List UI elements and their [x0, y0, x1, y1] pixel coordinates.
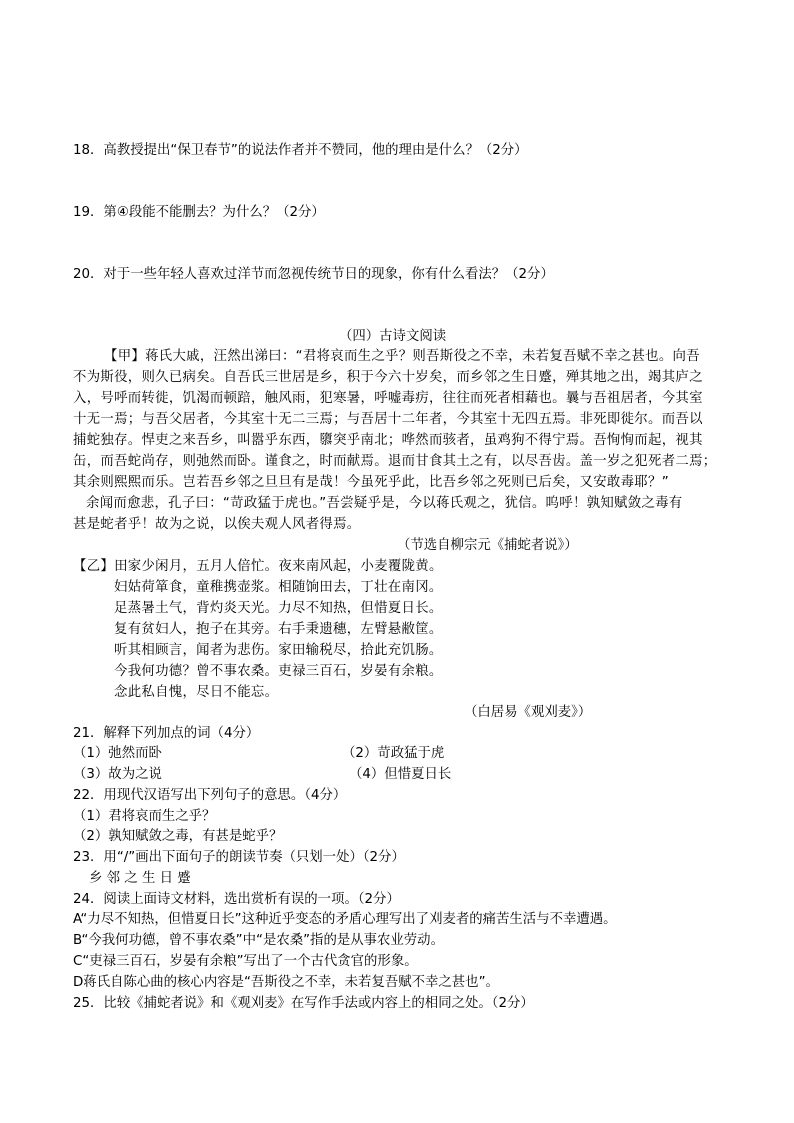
poem-line: 妇姑荷箪食，童稚携壶浆。相随饷田去，丁壮在南冈。: [114, 580, 443, 595]
q21-item: （1）弛然而卧: [73, 746, 162, 761]
q19-text: 19．第④段能不能删去？为什么？（2分）: [73, 205, 325, 220]
poem-line: 听其相顾言，闻者为悲伤。家田输税尽，拾此充饥肠。: [114, 643, 443, 658]
poem-line: 复有贫妇人，抱子在其旁。右手秉遗穗，左臂悬敝筐。: [114, 622, 443, 637]
q24-title: 24．阅读上面诗文材料，选出赏析有误的一项。（2分）: [73, 892, 400, 907]
poem-line: 今我何功德？曾不事农桑。吏禄三百石，岁晏有余粮。: [114, 664, 443, 679]
q23-sentence: 乡 邻 之 生 日 蹙: [89, 871, 191, 886]
q23-title: 23．用“/”画出下面句子的朗读节奏（只划一处）（2分）: [73, 850, 405, 865]
passage-jia-line: 其余则熙熙而乐。岂若吾乡邻之旦旦有是哉！今虽死乎此，比吾乡邻之死则已后矣，又安敢毒耶？”: [73, 475, 669, 490]
q21-item: （2）苛政猛于虎: [342, 746, 445, 761]
passage-jia-line: 【甲】蒋氏大戚，汪然出涕曰：“君将哀而生之乎？则吾斯役之不幸，未若复吾赋不幸之甚也。向吾: [104, 349, 700, 364]
q24-option: B“今我何功德，曾不事农桑”中“是农桑”指的是从事农业劳动。: [73, 933, 444, 948]
poem-line: 足蒸暑土气，背灼炎天光。力尽不知热，但惜夏日长。: [114, 601, 443, 616]
passage-jia-line: 甚是蛇者乎！故为之说，以俟夫观人风者得焉。: [73, 517, 361, 532]
q22-item: （1）君将哀而生之乎？: [73, 809, 216, 824]
q24-option: C“吏禄三百石，岁晏有余粮”写出了一个古代贪官的形象。: [73, 954, 418, 969]
q24-option: A“力尽不知热，但惜夏日长”这种近乎变态的矛盾心理写出了刈麦者的痛苦生活与不幸遭遇。: [73, 912, 617, 927]
q22-item: （2）孰知赋敛之毒，有甚是蛇乎？: [73, 829, 283, 844]
passage-jia-line: 余闻而愈悲，孔子曰：“苛政猛于虎也。”吾尝疑乎是，今以蒋氏观之，犹信。呜呼！孰知赋敛之毒有: [86, 496, 683, 511]
poem-line: 念此私自愧，尽日不能忘。: [114, 685, 279, 700]
q25-title: 25．比较《捕蛇者说》和《观刈麦》在写作手法或内容上的相同之处。（2分）: [73, 996, 534, 1011]
passage-jia-line: 缶，而吾蛇尚存，则弛然而卧。谨食之，时而献焉。退而甘食其土之有，以尽吾齿。盖一岁之犯死者二焉；: [73, 454, 717, 469]
q24-option: D蒋氏自陈心曲的核心内容是“吾斯役之不幸，未若复吾赋不幸之甚也”。: [73, 975, 499, 990]
q21-item: （3）故为之说: [73, 767, 162, 782]
passage-jia-source: （节选自柳宗元《捕蛇者说》）: [397, 538, 578, 553]
q21-item: （4）但惜夏日长: [349, 767, 452, 782]
passage-yi-source: （白居易《观刈麦》）: [464, 705, 592, 720]
passage-jia-line: 十无一焉；与吾父居者，今其室十无二三焉；与吾居十二年者，今其室十无四五焉。非死即徙尔。而吾以: [73, 412, 703, 427]
q21-title: 21．解释下列加点的词（4分）: [73, 726, 260, 741]
poem-line: 【乙】田家少闲月，五月人倍忙。夜来南风起，小麦覆陇黄。: [73, 559, 443, 574]
passage-jia-line: 不为斯役，则久已病矣。自吾氏三世居是乡，积于今六十岁矣，而乡邻之生日蹙，殚其地之出，竭其庐之: [73, 370, 703, 385]
passage-jia-line: 入，号呼而转徙，饥渴而顿踣，触风雨，犯寒暑，呼嘘毒疠，往往而死者相藉也。曩与吾祖居者，今其室: [73, 391, 703, 406]
q18-text: 18．高教授提出“保卫春节”的说法作者并不赞同，他的理由是什么？（2分）: [73, 143, 528, 158]
q22-title: 22．用现代汉语写出下列句子的意思。（4分）: [73, 788, 347, 803]
section-title: （四）古诗文阅读: [339, 329, 447, 344]
passage-jia-line: 捕蛇独存。悍吏之来吾乡，叫嚣乎东西，隳突乎南北；哗然而骇者，虽鸡狗不得宁焉。吾恂恂而起，视其: [73, 433, 703, 448]
q20-text: 20．对于一些年轻人喜欢过洋节而忽视传统节日的现象，你有什么看法？（2分）: [73, 267, 554, 282]
